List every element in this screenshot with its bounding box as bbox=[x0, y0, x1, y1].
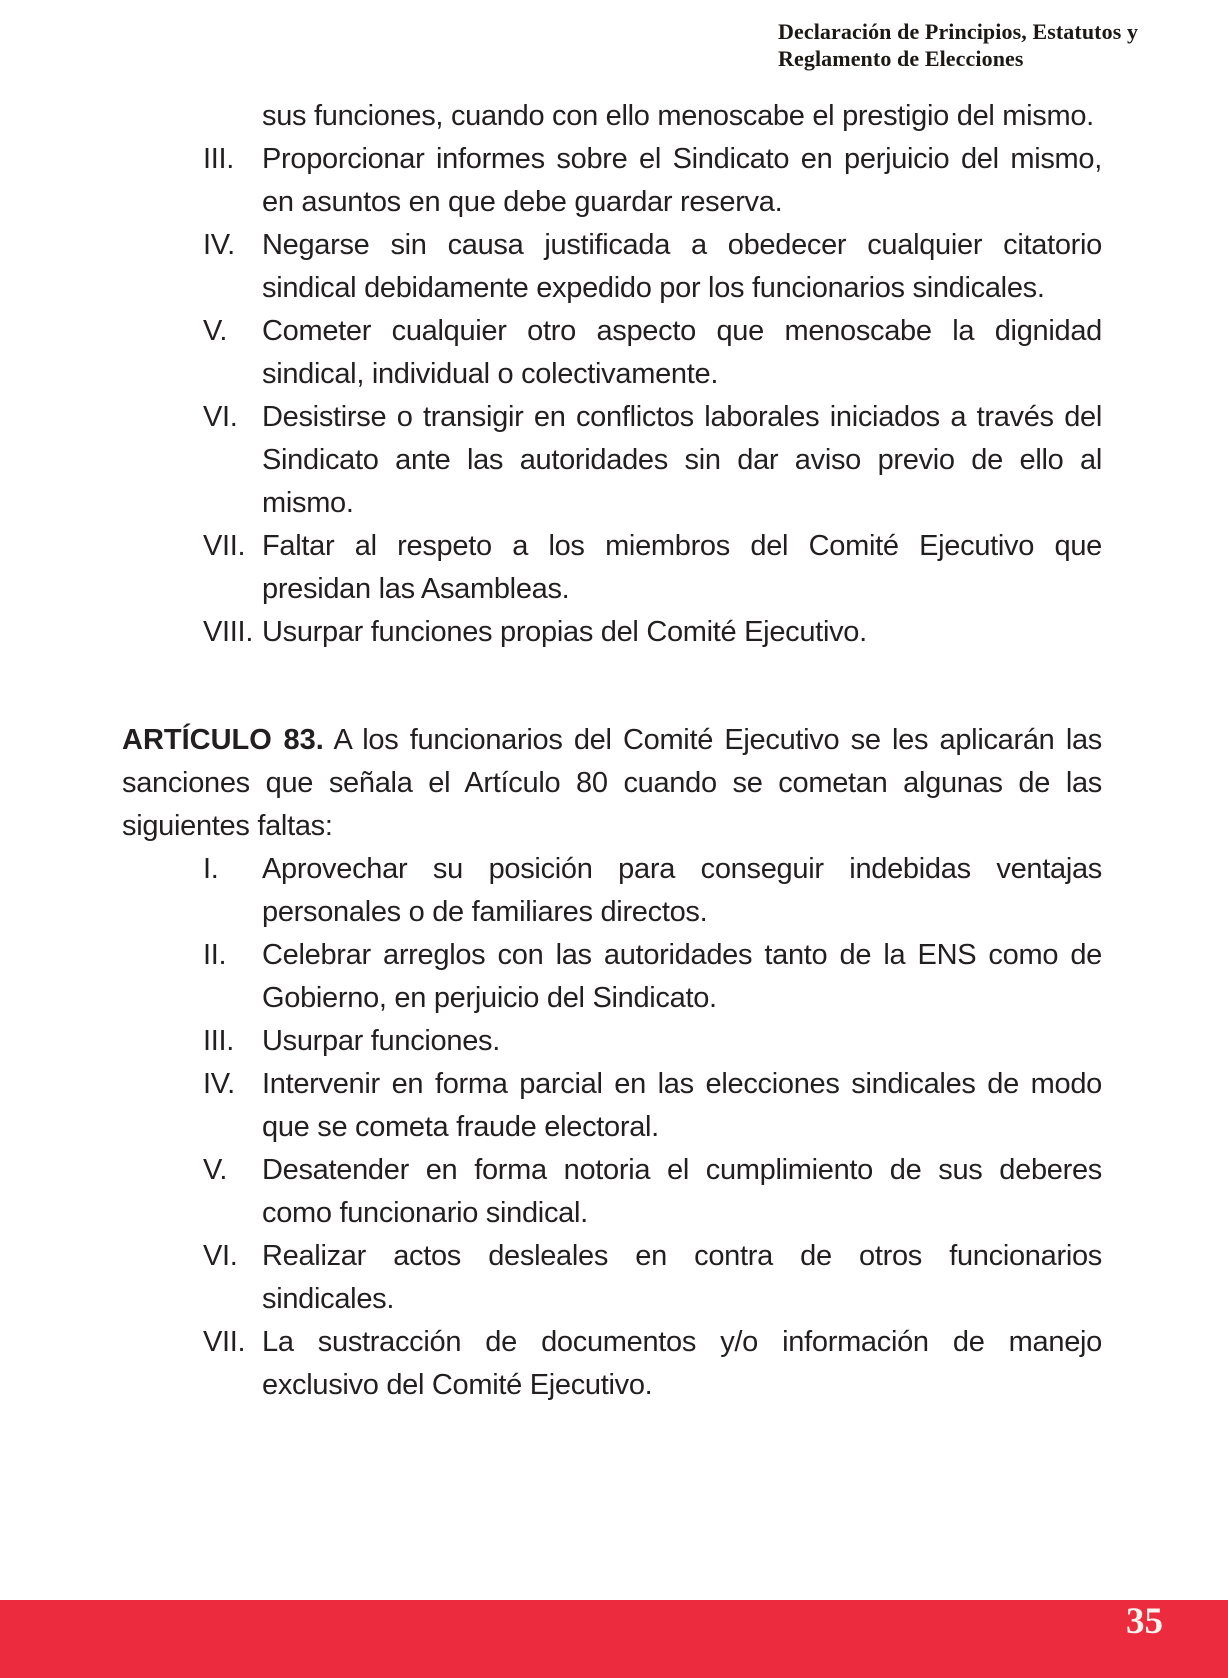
list-item bbox=[122, 1063, 1102, 1149]
running-head-line1: Declaración de Principios, Estatutos y bbox=[778, 19, 1139, 44]
article-83-text: A los funcionarios del Comité Ejecutivo se les aplicarán las sanciones que señala el Artículo 80 cuando se cometan algunas de las siguientes faltas: bbox=[122, 724, 1103, 842]
list-item-text: Desatender en forma notoria el cumplimiento de sus deberes como funcionario sindical. bbox=[262, 1154, 1102, 1229]
list-item-numeral: VII. bbox=[203, 1326, 246, 1358]
list-item bbox=[122, 1321, 1102, 1407]
list-item bbox=[122, 611, 1102, 654]
list-item-numeral: IV. bbox=[203, 1068, 235, 1100]
list-item bbox=[122, 1020, 1102, 1063]
list-item-text: Desistirse o transigir en conflictos laborales iniciados a través del Sindicato ante las autoridades sin dar aviso previo de ello al mismo. bbox=[262, 401, 1102, 519]
footer-red-band bbox=[0, 1600, 1228, 1678]
article-83-paragraph bbox=[122, 719, 1102, 848]
list-item-text: Realizar actos desleales en contra de otros funcionarios sindicales. bbox=[262, 1240, 1102, 1315]
list-item bbox=[122, 1149, 1102, 1235]
list-item-numeral: III. bbox=[203, 1025, 235, 1057]
list-item-numeral: V. bbox=[203, 1154, 228, 1186]
list-item-text: Usurpar funciones propias del Comité Ejecutivo. bbox=[262, 616, 867, 648]
list-item-text: Negarse sin causa justificada a obedecer cualquier citatorio sindical debidamente expedido por los funcionarios sindicales. bbox=[262, 229, 1102, 304]
list-item-text: Faltar al respeto a los miembros del Comité Ejecutivo que presidan las Asambleas. bbox=[262, 530, 1102, 605]
document-body bbox=[122, 95, 1102, 1407]
list-item-text: Usurpar funciones. bbox=[262, 1025, 500, 1057]
page-number: 35 bbox=[1126, 1601, 1163, 1642]
list-continuation-text: sus funciones, cuando con ello menoscabe el prestigio del mismo. bbox=[262, 100, 1094, 132]
list-item-numeral: I. bbox=[203, 853, 219, 885]
list-item-numeral: IV. bbox=[203, 229, 235, 261]
list-item bbox=[122, 224, 1102, 310]
list-item-numeral: VIII. bbox=[203, 616, 254, 648]
list-item bbox=[122, 934, 1102, 1020]
list-item-numeral: II. bbox=[203, 939, 227, 971]
list-item-numeral: VII. bbox=[203, 530, 246, 562]
list-item bbox=[122, 848, 1102, 934]
list-item-numeral: VI. bbox=[203, 401, 238, 433]
list-item bbox=[122, 525, 1102, 611]
list-item-text: Intervenir en forma parcial en las elecciones sindicales de modo que se cometa fraude electoral. bbox=[262, 1068, 1102, 1143]
list-item bbox=[122, 310, 1102, 396]
list-item-text: La sustracción de documentos y/o información de manejo exclusivo del Comité Ejecutivo. bbox=[262, 1326, 1102, 1401]
list-item-numeral: VI. bbox=[203, 1240, 238, 1272]
article-83-label: ARTÍCULO 83. bbox=[122, 724, 324, 756]
running-head bbox=[778, 18, 1138, 72]
list-item-numeral: III. bbox=[203, 143, 235, 175]
list-item-text: Aprovechar su posición para conseguir indebidas ventajas personales o de familiares directos. bbox=[262, 853, 1102, 928]
list-item-text: Proporcionar informes sobre el Sindicato en perjuicio del mismo, en asuntos en que debe guardar reserva. bbox=[262, 143, 1102, 218]
list-item bbox=[122, 1235, 1102, 1321]
list-item bbox=[122, 396, 1102, 525]
running-head-line2: Reglamento de Elecciones bbox=[778, 46, 1024, 71]
list-item-text: Cometer cualquier otro aspecto que menoscabe la dignidad sindical, individual o colectivamente. bbox=[262, 315, 1102, 390]
list-item-numeral: V. bbox=[203, 315, 228, 347]
list-item bbox=[122, 138, 1102, 224]
list-item-text: Celebrar arreglos con las autoridades tanto de la ENS como de Gobierno, en perjuicio del Sindicato. bbox=[262, 939, 1102, 1014]
